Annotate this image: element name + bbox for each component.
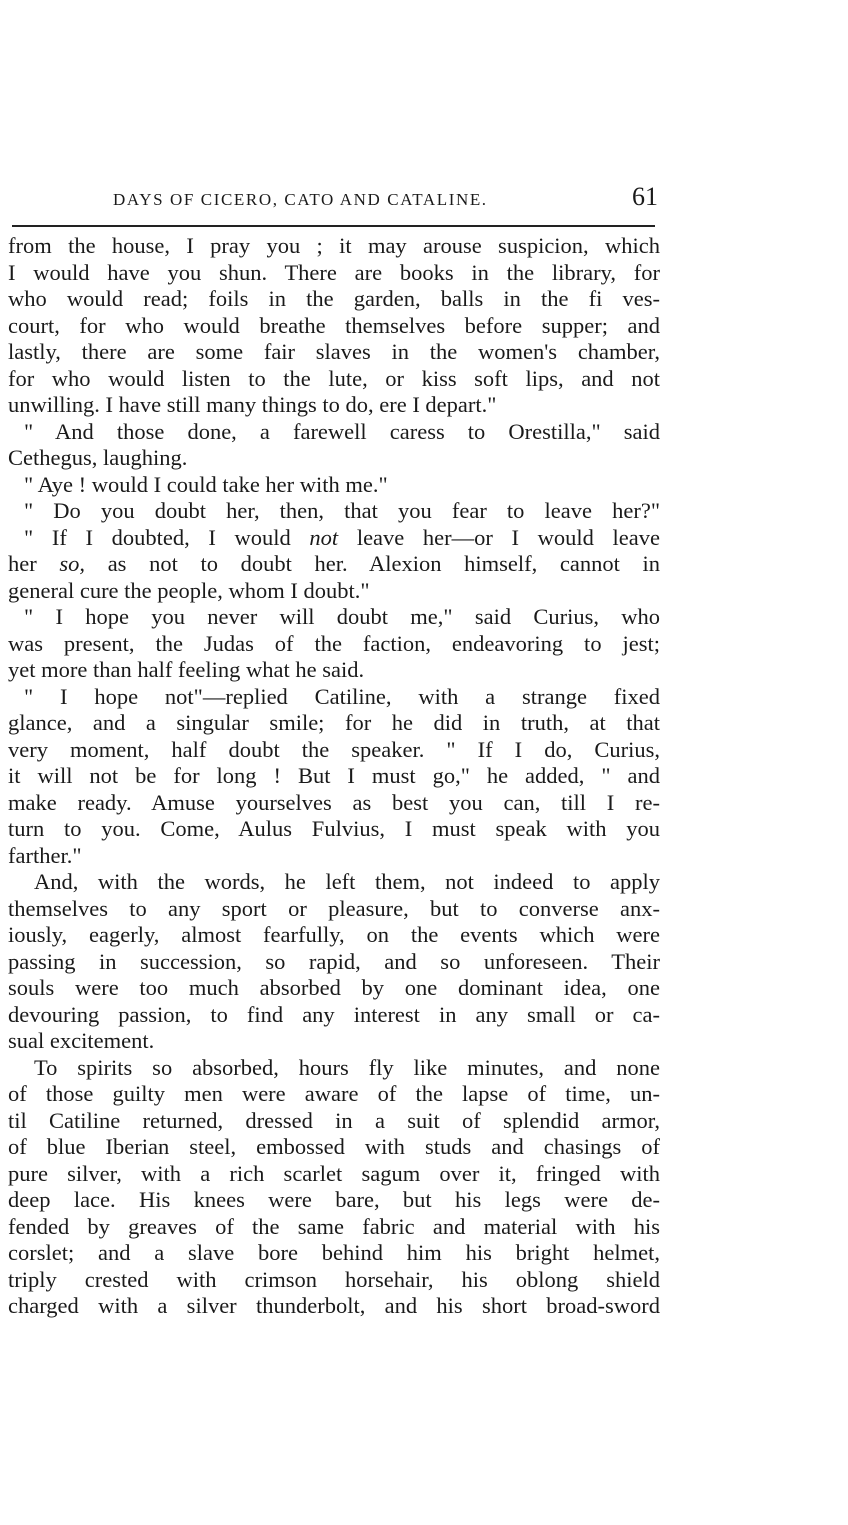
italic-word: not (309, 524, 339, 550)
text-line: " I hope not"—replied Catiline, with a strange fixed (24, 683, 660, 709)
body-text (8, 233, 660, 1320)
running-title: DAYS OF CICERO, CATO AND CATALINE. (113, 190, 488, 209)
text-line: yet more than half feeling what he said. (8, 657, 365, 682)
text-line: of those guilty men were aware of the lapse of time, un- (8, 1081, 660, 1106)
text-line: " I hope you never will doubt me," said Curius, who (24, 604, 660, 629)
text-line: iously, eagerly, almost fearfully, on the events which were (8, 922, 660, 947)
text-line: " Aye ! would I could take her with me." (24, 471, 388, 497)
line-part: as not to doubt her. Alexion himself, cannot in (107, 551, 660, 576)
text-line: corslet; and a slave bore behind him his bright helmet, (8, 1240, 660, 1265)
text-line: souls were too much absorbed by one dominant idea, one (8, 975, 660, 1000)
text-line: turn to you. Come, Aulus Fulvius, I must speak with you (8, 816, 660, 841)
line-part: leave her—or I would leave (356, 524, 660, 550)
text-line: passing in succession, so rapid, and so unforeseen. Their (8, 948, 660, 974)
text-line: To spirits so absorbed, hours fly like minutes, and none (34, 1054, 660, 1080)
text-line: themselves to any sport or pleasure, but to converse anx- (8, 895, 660, 921)
text-line: And, with the words, he left them, not indeed to apply (34, 869, 660, 894)
text-line: " Do you doubt her, then, that you fear to leave her?" (24, 498, 660, 523)
text-line: for who would listen to the lute, or kiss soft lips, and not (8, 365, 660, 391)
text-line: I would have you shun. There are books in the library, for (8, 259, 660, 285)
text-line: pure silver, with a rich scarlet sagum over it, fringed with (8, 1160, 660, 1186)
line-part: her (8, 551, 37, 576)
text-line: who would read; foils in the garden, balls in the fi ves- (8, 286, 660, 311)
text-line: from the house, I pray you ; it may arouse suspicion, which (8, 233, 660, 258)
text-line: triply crested with crimson horsehair, his oblong shield (8, 1266, 660, 1292)
text-line: fended by greaves of the same fabric and material with his (8, 1213, 660, 1239)
text-line: glance, and a singular smile; for he did in truth, at that (8, 710, 660, 735)
line-part: " If I doubted, I would (24, 524, 291, 550)
text-line: of blue Iberian steel, embossed with studs and chasings of (8, 1134, 660, 1159)
text-line: til Catiline returned, dressed in a suit of splendid armor, (8, 1107, 660, 1133)
text-line: charged with a silver thunderbolt, and his short broad-sword (8, 1293, 660, 1318)
text-line: court, for who would breathe themselves before supper; and (8, 312, 660, 338)
text-line (8, 551, 660, 578)
text-line: " And those done, a farewell caress to Orestilla," said (24, 418, 660, 444)
text-line: very moment, half doubt the speaker. " If I do, Curius, (8, 736, 660, 762)
text-line: sual excitement. (8, 1028, 155, 1053)
text-line: it will not be for long ! But I must go," he added, " and (8, 763, 660, 788)
page-number: 61 (632, 182, 658, 211)
text-line: farther." (8, 842, 82, 868)
text-line (8, 525, 660, 552)
text-line: make ready. Amuse yourselves as best you can, till I re- (8, 789, 660, 815)
text-line: deep lace. His knees were bare, but his legs were de- (8, 1187, 660, 1212)
header-rule (12, 225, 655, 227)
text-line: general cure the people, whom I doubt." (8, 577, 370, 603)
text-line: lastly, there are some fair slaves in the women's chamber, (8, 339, 660, 364)
italic-word: so, (59, 551, 86, 576)
text-line: Cethegus, laughing. (8, 445, 188, 470)
page-header (8, 182, 660, 220)
text-line: was present, the Judas of the faction, endeavoring to jest; (8, 630, 660, 656)
text-line: devouring passion, to find any interest in any small or ca- (8, 1001, 660, 1027)
text-line: unwilling. I have still many things to do, ere I depart." (8, 392, 497, 417)
